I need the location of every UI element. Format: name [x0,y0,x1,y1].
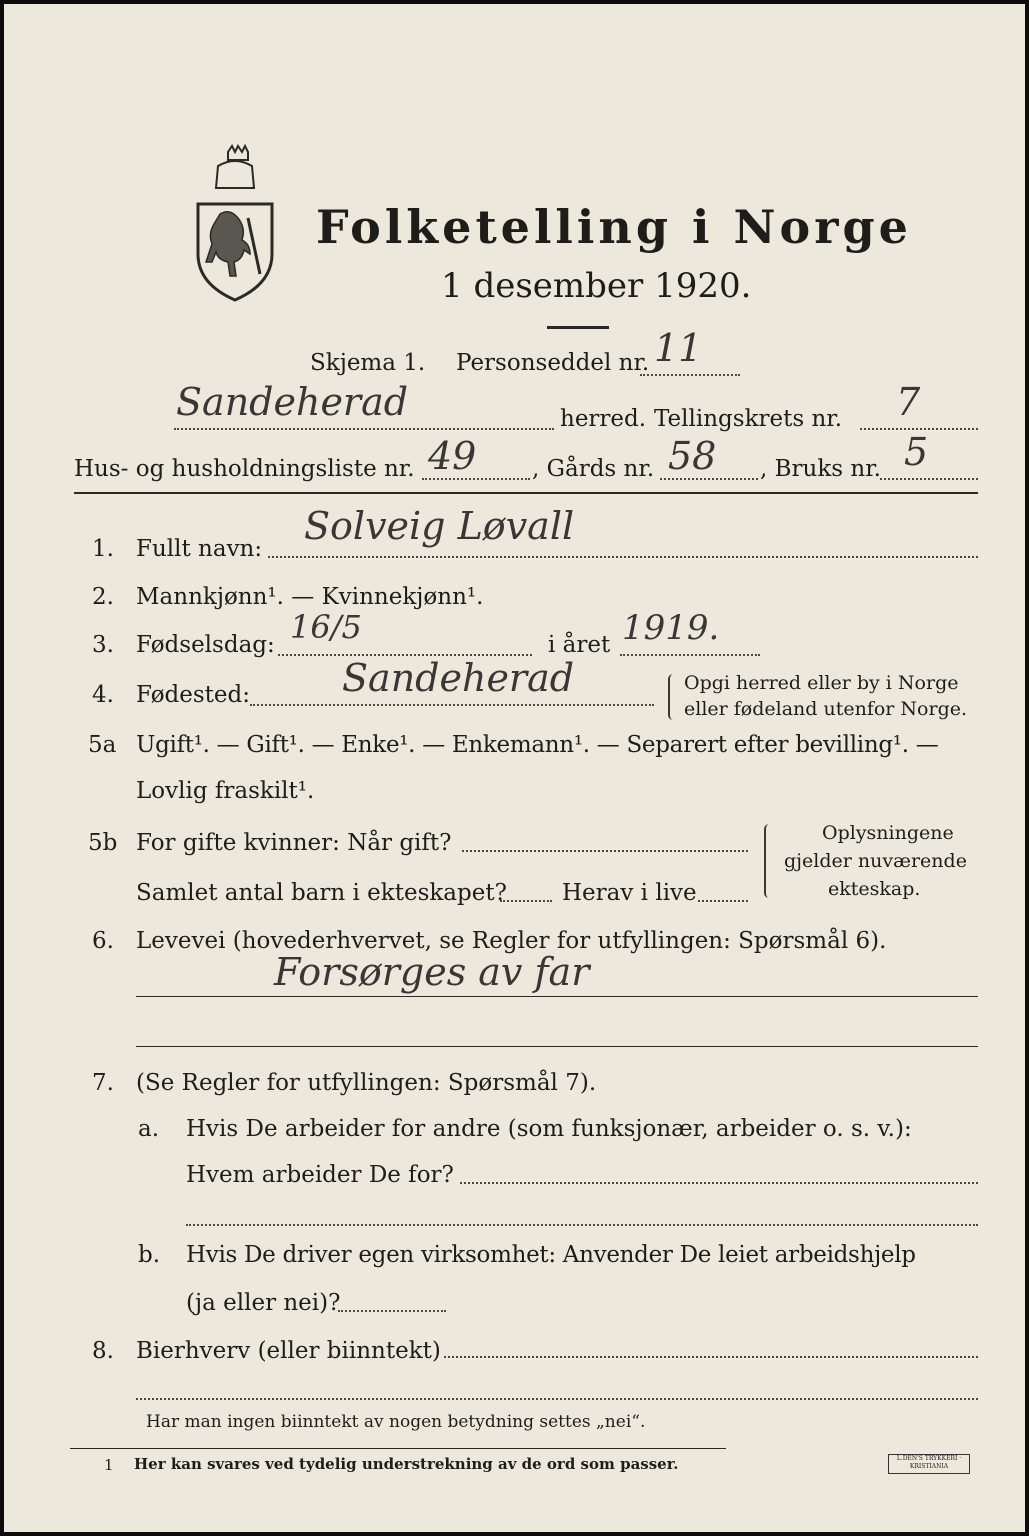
birthplace-value[interactable]: Sandeherad [342,656,575,700]
gards-line [660,478,758,480]
q3-label: Fødselsdag: [136,632,275,658]
herred-line [174,428,554,430]
marital-status-divorced: Lovlig fraskilt¹. [136,778,315,804]
tellingskrets-value[interactable]: 7 [896,380,921,424]
q7a-line1: Hvis De arbeider for andre (som funksjonær, arbeider o. s. v.): [186,1116,912,1142]
title-divider [547,326,609,329]
herred-value[interactable]: Sandeherad [176,380,409,424]
side-income-line-2 [136,1398,978,1400]
birthday-value[interactable]: 16/5 [290,608,362,646]
married-when-label: For gifte kvinner: Når gift? [136,830,452,856]
occupation-line-2 [136,1046,978,1047]
printer-stamp-text: L.DEN'S TRYKKERI · KRISTIANIA [896,1455,962,1470]
hired-help-line [338,1310,446,1312]
occupation-label: Levevei (hovederhvervet, se Regler for utfyllingen: Spørsmål 6). [136,928,887,954]
q8-number: 8. [92,1338,114,1364]
q7-number: 7. [92,1070,114,1096]
q7b-line1: Hvis De driver egen virksomhet: Anvender De leiet arbeidshjelp [186,1242,916,1268]
hus-line [422,478,530,480]
side-income-line [444,1356,978,1358]
married-when-line [462,850,748,852]
q7a-letter: a. [138,1116,160,1142]
footnote-text: Her kan svares ved tydelig understrekning av de ord som passer. [134,1455,679,1473]
bruks-line [880,478,978,480]
q5b-note-line1: Oplysningene [822,822,954,844]
q1-line [268,556,978,558]
header-rule [74,492,978,494]
q4-number: 4. [92,682,114,708]
census-form-sheet [4,4,1025,1532]
schema-label: Skjema 1. [310,350,426,376]
bruks-value[interactable]: 5 [904,430,929,474]
q4-brace [668,674,678,720]
form-title: Folketelling i Norge [316,200,912,254]
q5b-note-line2: gjelder nuværende [784,850,967,872]
footnote-mark: 1 [104,1456,114,1474]
children-count-label: Samlet antal barn i ekteskapet? [136,880,507,906]
q5b-brace [764,824,774,898]
children-alive-label: Herav i live [562,880,697,906]
employer-line [460,1182,978,1184]
q7b-letter: b. [138,1242,161,1268]
q2-number: 2. [92,584,114,610]
q7-label: (Se Regler for utfyllingen: Spørsmål 7). [136,1070,597,1096]
q1-label: Fullt navn: [136,536,263,562]
gards-value[interactable]: 58 [668,434,717,478]
bruks-label: , Bruks nr. [760,456,881,482]
occupation-value[interactable]: Forsørges av far [274,950,590,994]
personseddel-label: Personseddel nr. [456,350,650,376]
q1-number: 1. [92,536,114,562]
q4-label: Fødested: [136,682,251,708]
printer-stamp [888,1454,970,1474]
gards-label: , Gårds nr. [532,456,655,482]
sex-options: Mannkjønn¹. — Kvinnekjønn¹. [136,584,484,610]
tellingskrets-label: Tellingskrets nr. [654,406,843,432]
q6-number: 6. [92,928,114,954]
year-label: i året [548,632,611,658]
personseddel-line [640,374,740,376]
hus-label: Hus- og husholdningsliste nr. [74,456,415,482]
occupation-line-1 [136,996,978,997]
side-income-label: Bierhverv (eller biinntekt) [136,1338,441,1364]
q5a-number: 5a [88,732,117,758]
q5b-number: 5b [88,830,118,856]
children-alive-line [698,900,748,902]
q4-note-line1: Opgi herred eller by i Norge [684,672,959,694]
herred-label: herred. [560,406,647,432]
full-name-value[interactable]: Solveig Løvall [304,504,575,548]
children-count-line [500,900,552,902]
footer-note: Har man ingen biinntekt av nogen betydning settes „nei“. [146,1412,646,1432]
year-line [620,654,760,656]
employer-line-2 [186,1224,978,1226]
census-date: 1 desember 1920. [441,266,752,306]
employer-label: Hvem arbeider De for? [186,1162,454,1188]
q4-note-line2: eller fødeland utenfor Norge. [684,698,968,720]
q4-line [250,704,654,706]
q5b-note-line3: ekteskap. [828,878,921,900]
footnote-rule [70,1448,726,1449]
hired-help-label: (ja eller nei)? [186,1290,341,1316]
coat-of-arms-icon [190,144,280,304]
hus-value[interactable]: 49 [428,434,477,478]
personseddel-value[interactable]: 11 [654,326,703,370]
q3-number: 3. [92,632,114,658]
birth-year-value[interactable]: 1919. [622,608,720,648]
marital-status-options: Ugift¹. — Gift¹. — Enke¹. — Enkemann¹. — Separert efter bevilling¹. — [136,732,939,758]
